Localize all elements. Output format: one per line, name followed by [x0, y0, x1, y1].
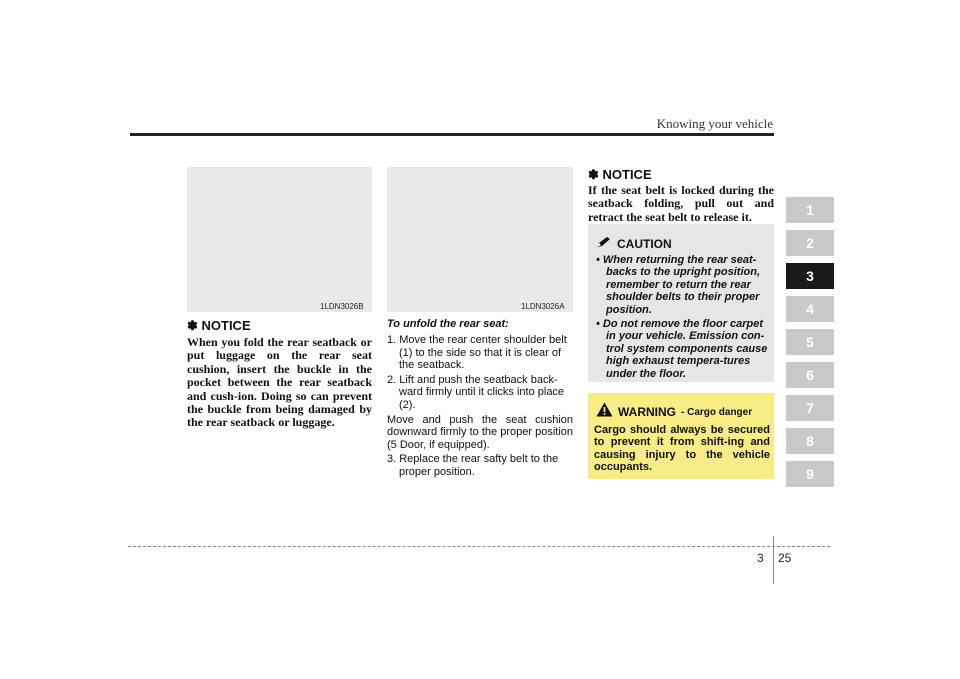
chapter-tab-3[interactable]: 3: [786, 263, 834, 289]
footer-chapter-number: 3: [757, 551, 764, 565]
caution-item: • When returning the rear seat-backs to the upright position, remember to return the rear shoulder belts to their proper position.: [596, 254, 760, 316]
warning-title: WARNING: [618, 405, 676, 419]
chapter-tab-6[interactable]: 6: [786, 362, 834, 388]
chapter-tab-4[interactable]: 4: [786, 296, 834, 322]
subheading-unfold: To unfold the rear seat:: [387, 318, 509, 330]
figure-code: 1LDN3026B: [320, 302, 364, 311]
footer-rule: [128, 546, 830, 547]
step-2: 2. Lift and push the seatback back-ward firmly until it clicks into place (2).: [387, 373, 565, 411]
chapter-tab-2[interactable]: 2: [786, 230, 834, 256]
pencil-icon: [596, 236, 612, 251]
header-rule: [130, 133, 774, 136]
caution-heading: [596, 236, 672, 251]
figure-code: 1LDN3026A: [521, 302, 565, 311]
caution-list: [596, 254, 768, 382]
warning-subtitle: - Cargo danger: [681, 406, 753, 418]
page-number-divider: [773, 536, 774, 584]
warning-triangle-icon: [596, 402, 613, 422]
step-2-detail: Move and push the seat cushion downward firmly to the proper position (5 Door, if equipped).: [387, 413, 573, 451]
figure-seat-buckle: [187, 167, 372, 312]
header-title: Knowing your vehicle: [656, 116, 773, 131]
warning-box: [588, 393, 774, 479]
notice-text: When you fold the rear seatback or put luggage on the rear seat cushion, insert the buckle in the pocket between the rear seatback and cush-ion. Doing so can prevent the buckle from being damaged by the rear seatback or luggage.: [187, 335, 372, 430]
figure-unfold-seat: [387, 167, 573, 312]
warning-heading: [596, 402, 752, 422]
caution-item: • Do not remove the floor carpet in your vehicle. Emission con-trol system components cause high exhaust tempera-tures under the floor.: [596, 318, 768, 380]
chapter-tab-5[interactable]: 5: [786, 329, 834, 355]
chapter-tab-7[interactable]: 7: [786, 395, 834, 421]
chapter-tab-9[interactable]: 9: [786, 461, 834, 487]
unfold-steps: [387, 334, 573, 481]
footer-page-number: 25: [778, 551, 792, 565]
step-3: 3. Replace the rear safty belt to the proper position.: [387, 453, 559, 478]
notice-heading: ✽ NOTICE: [187, 318, 251, 333]
warning-text: Cargo should always be secured to prevent it from shift-ing and causing injury to the vehicle occupants.: [594, 424, 770, 474]
caution-title: CAUTION: [617, 236, 672, 251]
notice-heading: ✽ NOTICE: [588, 167, 652, 182]
notice-text: If the seat belt is locked during the seatback folding, pull out and retract the seat belt to release it.: [588, 183, 774, 224]
step-1: 1. Move the rear center shoulder belt (1) to the side so that it is clear of the seatback.: [387, 334, 567, 372]
caution-box: [588, 224, 774, 382]
chapter-tab-8[interactable]: 8: [786, 428, 834, 454]
chapter-tab-1[interactable]: 1: [786, 197, 834, 223]
